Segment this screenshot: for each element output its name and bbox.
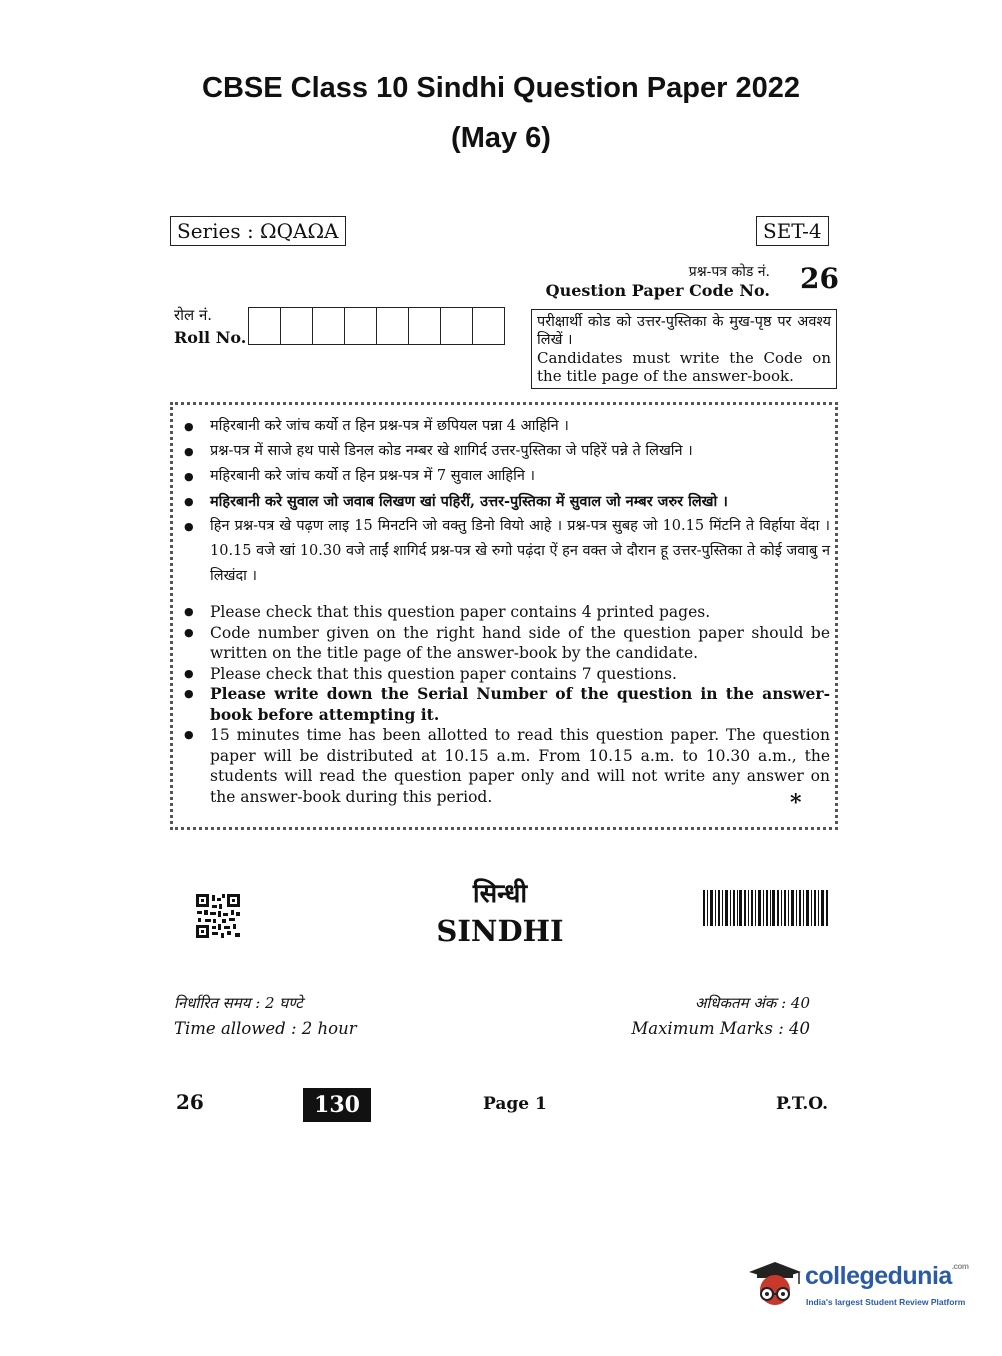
series-label: Series : ΩQAΩA	[170, 216, 346, 246]
document-title: CBSE Class 10 Sindhi Question Paper 2022	[202, 72, 800, 104]
list-item: ● Please check that this question paper contains 4 printed pages.	[170, 602, 830, 623]
code-value: 26	[800, 262, 839, 295]
code-note-english: Candidates must write the Code on the title page of the answer-book.	[537, 349, 831, 385]
time-hindi: निर्धारित समय : 2 घण्टे	[174, 994, 303, 1012]
qr-code-icon	[195, 893, 241, 939]
list-item: ● Code number given on the right hand side of the question paper should be written on the title page of the answer-book by the candidate.	[170, 623, 830, 664]
collegedunia-mascot-icon	[745, 1258, 803, 1310]
time-english: Time allowed : 2 hour	[174, 1019, 357, 1038]
logo-tagline: India's largest Student Review Platform	[806, 1297, 966, 1307]
list-item: ● प्रश्न-पत्र में साजे हथ पासे डिनल कोड नम्बर खे शागिर्द उत्तर-पुस्तिका जे पहिरें पन्ने ते लिखनि ।	[170, 439, 830, 464]
roll-cell[interactable]	[473, 308, 504, 344]
code-label-hindi: प्रश्न-पत्र कोड नं.	[688, 264, 770, 280]
logo-wordmark	[805, 1262, 968, 1291]
subject-english: SINDHI	[436, 914, 564, 948]
document-date: (May 6)	[451, 122, 551, 154]
list-item: ● हिन प्रश्न-पत्र खे पढ़ण लाइ 15 मिनटनि जो वक्तु डिनो वियो आहे । प्रश्न-पत्र सुबह जो 10.15 मिंटनि ते विर्हाया वेंदा । 10.15 वजे खां 10.30 वजे ताईं शागिर्द प्रश्न-पत्र खे रुगो पढ़ंदा ऐं हन वक्त जे दौरान हू उत्तर-पुस्तिका ते कोई जवाबु न लिखंदा ।	[170, 514, 830, 589]
logo-name: collegedunia	[805, 1262, 952, 1290]
roll-cell[interactable]	[409, 308, 441, 344]
roll-label-hindi: रोल नं.	[174, 306, 213, 324]
list-item: ● 15 minutes time has been allotted to read this question paper. The question paper will be distributed at 10.15 a.m. From 10.15 a.m. to 10.30 a.m., the students will read the question paper only and will not write any answer on the answer-book during this period.	[170, 725, 830, 807]
roll-number-boxes[interactable]	[248, 307, 505, 345]
code-note-hindi: परीक्षार्थी कोड को उत्तर-पुस्तिका के मुख-पृष्ठ पर अवश्य लिखें ।	[537, 314, 831, 348]
list-item: ● Please write down the Serial Number of the question in the answer-book before attempting it.	[170, 684, 830, 725]
code-label-english: Question Paper Code No.	[545, 281, 770, 300]
barcode-icon	[703, 890, 829, 926]
pto-label: P.T.O.	[776, 1094, 828, 1114]
marks-hindi: अधिकतम अंक : 40	[694, 994, 810, 1012]
page-number: Page 1	[483, 1094, 547, 1114]
footer-number-box: 130	[303, 1088, 371, 1122]
star-mark: *	[790, 790, 802, 816]
code-note-box	[531, 309, 837, 389]
subject-hindi: सिन्धी	[472, 879, 528, 909]
roll-cell[interactable]	[441, 308, 473, 344]
list-item: ● Please check that this question paper contains 7 questions.	[170, 664, 830, 685]
instructions-hindi	[170, 414, 830, 589]
roll-cell[interactable]	[249, 308, 281, 344]
roll-cell[interactable]	[377, 308, 409, 344]
roll-cell[interactable]	[281, 308, 313, 344]
roll-label-english: Roll No.	[174, 328, 247, 347]
logo-suffix: .com	[951, 1262, 969, 1271]
roll-cell[interactable]	[313, 308, 345, 344]
list-item: ● महिरबानी करे जांच कर्यो त हिन प्रश्न-पत्र में 7 सुवाल आहिनि ।	[170, 464, 830, 489]
instructions-english	[170, 602, 830, 807]
set-label: SET-4	[756, 216, 829, 246]
footer-code: 26	[176, 1090, 204, 1114]
marks-english: Maximum Marks : 40	[631, 1019, 810, 1038]
list-item: ● महिरबानी करे सुवाल जो जवाब लिखण खां पहिरीं, उत्तर-पुस्तिका में सुवाल जो नम्बर जरुर लिखो ।	[170, 489, 830, 514]
list-item: ● महिरबानी करे जांच कर्यो त हिन प्रश्न-पत्र में छपियल पन्ना 4 आहिनि ।	[170, 414, 830, 439]
roll-cell[interactable]	[345, 308, 377, 344]
